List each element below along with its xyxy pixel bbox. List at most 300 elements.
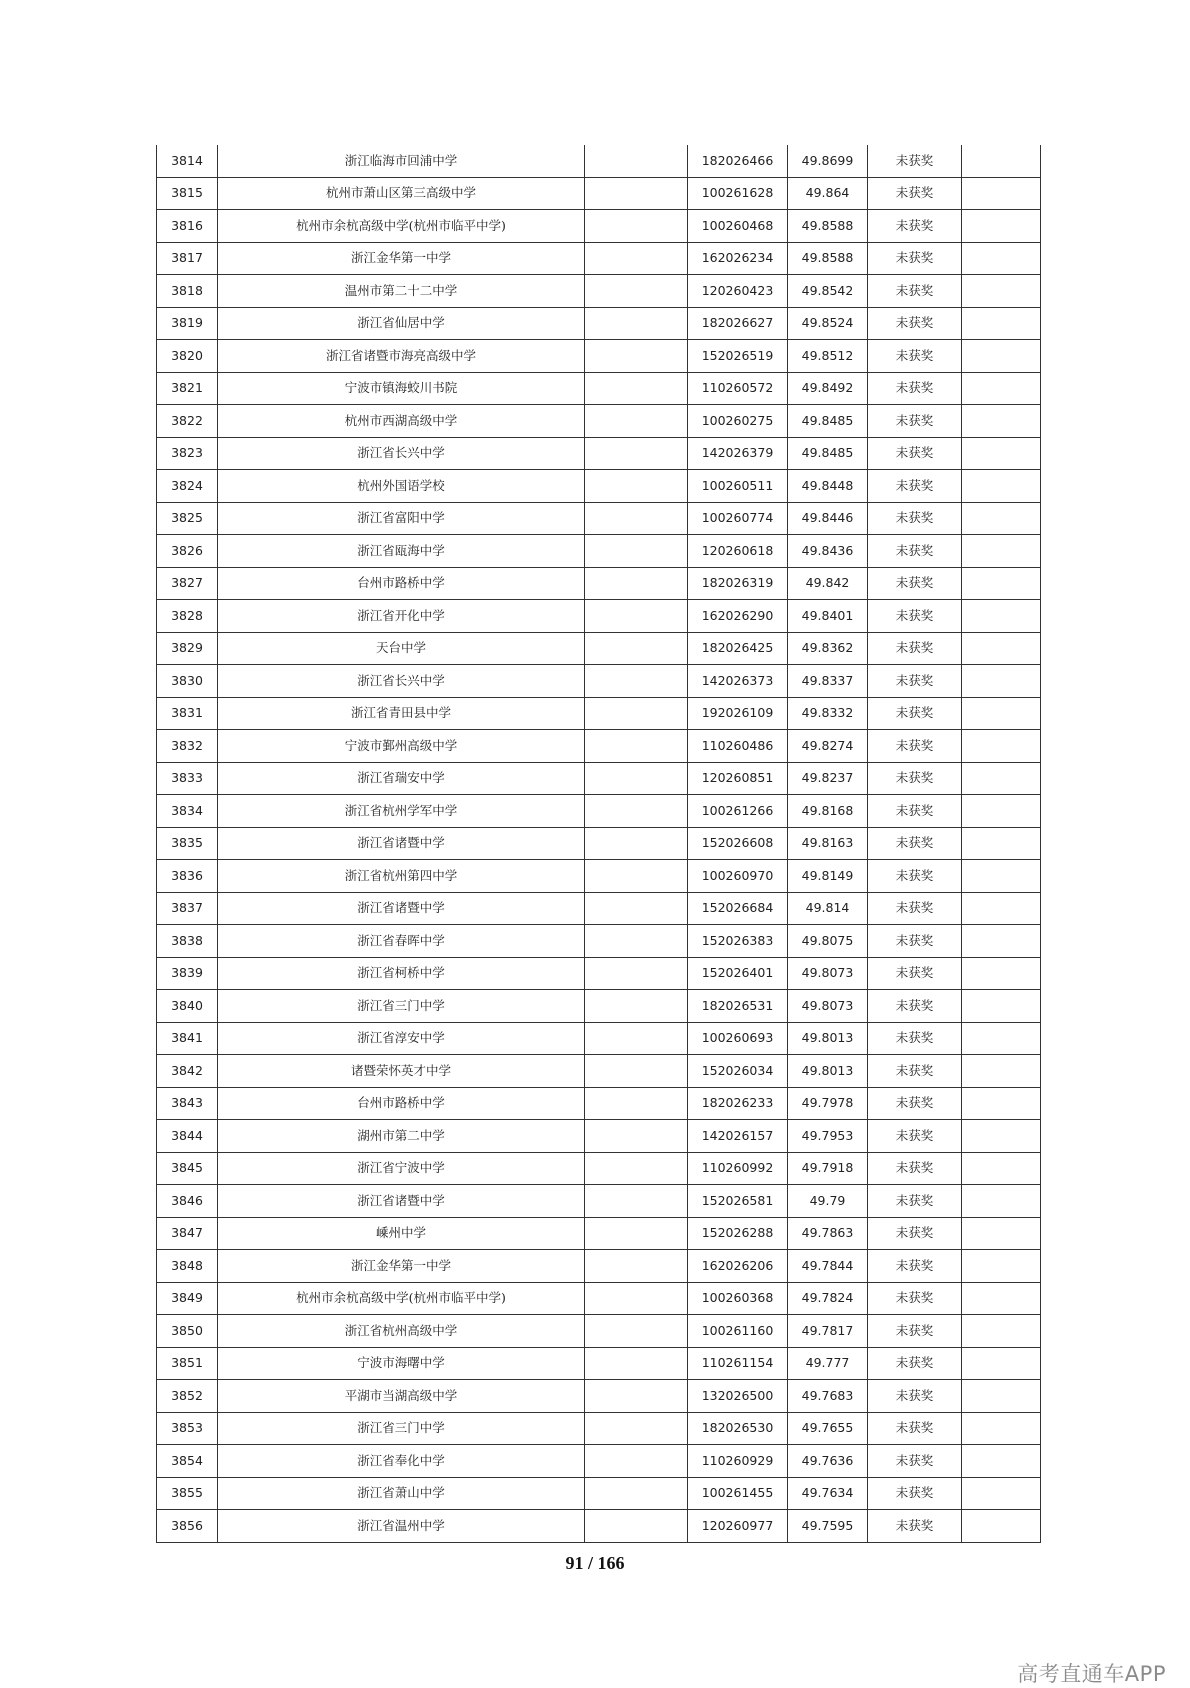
table-row (157, 340, 1041, 373)
award-status-cell: 未获奖 (868, 1217, 962, 1250)
remarks-cell (962, 535, 1041, 568)
rank-cell: 3837 (157, 892, 218, 925)
school-cell: 温州市第二十二中学 (218, 275, 585, 308)
blank-cell (585, 405, 688, 438)
blank-cell (585, 307, 688, 340)
score-cell: 49.8337 (788, 665, 868, 698)
candidate-id-cell: 100260511 (688, 470, 788, 503)
school-cell: 浙江省春晖中学 (218, 925, 585, 958)
table-row (157, 1445, 1041, 1478)
rank-cell: 3814 (157, 145, 218, 177)
rank-cell: 3815 (157, 177, 218, 210)
school-cell: 诸暨荣怀英才中学 (218, 1055, 585, 1088)
table-row (157, 1152, 1041, 1185)
school-cell: 浙江省开化中学 (218, 600, 585, 633)
award-status-cell: 未获奖 (868, 1315, 962, 1348)
school-cell: 浙江省富阳中学 (218, 502, 585, 535)
rank-cell: 3818 (157, 275, 218, 308)
score-cell: 49.8485 (788, 437, 868, 470)
rank-cell: 3829 (157, 632, 218, 665)
score-cell: 49.7863 (788, 1217, 868, 1250)
rank-cell: 3838 (157, 925, 218, 958)
remarks-cell (962, 1185, 1041, 1218)
blank-cell (585, 275, 688, 308)
table-row (157, 1477, 1041, 1510)
score-cell: 49.7595 (788, 1510, 868, 1543)
score-cell: 49.8073 (788, 957, 868, 990)
award-status-cell: 未获奖 (868, 892, 962, 925)
award-status-cell: 未获奖 (868, 1120, 962, 1153)
award-status-cell: 未获奖 (868, 990, 962, 1023)
school-cell: 宁波市鄞州高级中学 (218, 730, 585, 763)
rank-cell: 3845 (157, 1152, 218, 1185)
school-cell: 浙江省诸暨中学 (218, 827, 585, 860)
award-status-cell: 未获奖 (868, 925, 962, 958)
table-row (157, 600, 1041, 633)
table-row (157, 632, 1041, 665)
blank-cell (585, 210, 688, 243)
score-cell: 49.7978 (788, 1087, 868, 1120)
remarks-cell (962, 1477, 1041, 1510)
table-row (157, 925, 1041, 958)
score-cell: 49.8446 (788, 502, 868, 535)
candidate-id-cell: 152026288 (688, 1217, 788, 1250)
candidate-id-cell: 182026627 (688, 307, 788, 340)
candidate-id-cell: 132026500 (688, 1380, 788, 1413)
table-row (157, 697, 1041, 730)
candidate-id-cell: 182026530 (688, 1412, 788, 1445)
table-row (157, 730, 1041, 763)
rank-cell: 3828 (157, 600, 218, 633)
school-cell: 浙江省杭州第四中学 (218, 860, 585, 893)
table-row (157, 827, 1041, 860)
blank-cell (585, 1022, 688, 1055)
candidate-id-cell: 152026608 (688, 827, 788, 860)
score-cell: 49.8448 (788, 470, 868, 503)
award-status-cell: 未获奖 (868, 1250, 962, 1283)
blank-cell (585, 1152, 688, 1185)
candidate-id-cell: 152026581 (688, 1185, 788, 1218)
remarks-cell (962, 1120, 1041, 1153)
score-cell: 49.8436 (788, 535, 868, 568)
award-status-cell: 未获奖 (868, 730, 962, 763)
table-row (157, 795, 1041, 828)
score-cell: 49.7683 (788, 1380, 868, 1413)
school-cell: 杭州市西湖高级中学 (218, 405, 585, 438)
candidate-id-cell: 182026233 (688, 1087, 788, 1120)
score-cell: 49.8699 (788, 145, 868, 177)
rank-cell: 3823 (157, 437, 218, 470)
table-row (157, 372, 1041, 405)
award-status-cell: 未获奖 (868, 177, 962, 210)
remarks-cell (962, 1347, 1041, 1380)
award-status-cell: 未获奖 (868, 535, 962, 568)
candidate-id-cell: 110260992 (688, 1152, 788, 1185)
award-status-cell: 未获奖 (868, 1347, 962, 1380)
remarks-cell (962, 827, 1041, 860)
award-status-cell: 未获奖 (868, 600, 962, 633)
score-cell: 49.7953 (788, 1120, 868, 1153)
school-cell: 台州市路桥中学 (218, 1087, 585, 1120)
blank-cell (585, 372, 688, 405)
candidate-id-cell: 162026290 (688, 600, 788, 633)
remarks-cell (962, 795, 1041, 828)
candidate-id-cell: 142026379 (688, 437, 788, 470)
rank-cell: 3852 (157, 1380, 218, 1413)
rank-cell: 3842 (157, 1055, 218, 1088)
rank-cell: 3822 (157, 405, 218, 438)
school-cell: 浙江省奉化中学 (218, 1445, 585, 1478)
blank-cell (585, 990, 688, 1023)
blank-cell (585, 1250, 688, 1283)
blank-cell (585, 827, 688, 860)
school-cell: 浙江金华第一中学 (218, 1250, 585, 1283)
table-row (157, 1250, 1041, 1283)
rank-cell: 3843 (157, 1087, 218, 1120)
school-cell: 浙江省三门中学 (218, 1412, 585, 1445)
rank-cell: 3834 (157, 795, 218, 828)
remarks-cell (962, 405, 1041, 438)
table-row (157, 437, 1041, 470)
award-status-cell: 未获奖 (868, 632, 962, 665)
table-row (157, 210, 1041, 243)
candidate-id-cell: 120260423 (688, 275, 788, 308)
award-status-cell: 未获奖 (868, 762, 962, 795)
candidate-id-cell: 142026373 (688, 665, 788, 698)
candidate-id-cell: 100261628 (688, 177, 788, 210)
rank-cell: 3835 (157, 827, 218, 860)
blank-cell (585, 762, 688, 795)
score-cell: 49.8073 (788, 990, 868, 1023)
score-cell: 49.7824 (788, 1282, 868, 1315)
score-cell: 49.8274 (788, 730, 868, 763)
blank-cell (585, 925, 688, 958)
award-status-cell: 未获奖 (868, 1022, 962, 1055)
score-cell: 49.8512 (788, 340, 868, 373)
table-row (157, 275, 1041, 308)
blank-cell (585, 1315, 688, 1348)
award-status-cell: 未获奖 (868, 242, 962, 275)
school-cell: 浙江省诸暨中学 (218, 892, 585, 925)
remarks-cell (962, 372, 1041, 405)
school-cell: 浙江省瑞安中学 (218, 762, 585, 795)
score-cell: 49.8588 (788, 210, 868, 243)
score-cell: 49.8542 (788, 275, 868, 308)
candidate-id-cell: 100260970 (688, 860, 788, 893)
award-status-cell: 未获奖 (868, 860, 962, 893)
award-status-cell: 未获奖 (868, 470, 962, 503)
score-cell: 49.8485 (788, 405, 868, 438)
school-cell: 杭州市余杭高级中学(杭州市临平中学) (218, 210, 585, 243)
blank-cell (585, 1477, 688, 1510)
school-cell: 湖州市第二中学 (218, 1120, 585, 1153)
table-row (157, 1087, 1041, 1120)
candidate-id-cell: 162026234 (688, 242, 788, 275)
rank-cell: 3825 (157, 502, 218, 535)
blank-cell (585, 470, 688, 503)
award-status-cell: 未获奖 (868, 1282, 962, 1315)
candidate-id-cell: 120260618 (688, 535, 788, 568)
remarks-cell (962, 1445, 1041, 1478)
award-status-cell: 未获奖 (868, 210, 962, 243)
school-cell: 杭州外国语学校 (218, 470, 585, 503)
award-status-cell: 未获奖 (868, 1445, 962, 1478)
candidate-id-cell: 142026157 (688, 1120, 788, 1153)
award-status-cell: 未获奖 (868, 437, 962, 470)
award-status-cell: 未获奖 (868, 697, 962, 730)
score-cell: 49.7655 (788, 1412, 868, 1445)
table-body (157, 145, 1041, 1542)
school-cell: 天台中学 (218, 632, 585, 665)
candidate-id-cell: 120260851 (688, 762, 788, 795)
blank-cell (585, 730, 688, 763)
candidate-id-cell: 100260468 (688, 210, 788, 243)
candidate-id-cell: 162026206 (688, 1250, 788, 1283)
remarks-cell (962, 210, 1041, 243)
award-status-cell: 未获奖 (868, 567, 962, 600)
rank-cell: 3832 (157, 730, 218, 763)
rank-cell: 3816 (157, 210, 218, 243)
table-row (157, 1185, 1041, 1218)
award-status-cell: 未获奖 (868, 1412, 962, 1445)
candidate-id-cell: 110260929 (688, 1445, 788, 1478)
award-status-cell: 未获奖 (868, 1510, 962, 1543)
table-row (157, 1282, 1041, 1315)
remarks-cell (962, 275, 1041, 308)
table-row (157, 1412, 1041, 1445)
blank-cell (585, 1380, 688, 1413)
rank-cell: 3830 (157, 665, 218, 698)
table-row (157, 502, 1041, 535)
table-row (157, 242, 1041, 275)
table-row (157, 405, 1041, 438)
award-status-cell: 未获奖 (868, 340, 962, 373)
school-cell: 台州市路桥中学 (218, 567, 585, 600)
rank-cell: 3826 (157, 535, 218, 568)
remarks-cell (962, 990, 1041, 1023)
blank-cell (585, 535, 688, 568)
rank-cell: 3856 (157, 1510, 218, 1543)
school-cell: 浙江省三门中学 (218, 990, 585, 1023)
school-cell: 浙江省仙居中学 (218, 307, 585, 340)
blank-cell (585, 1412, 688, 1445)
remarks-cell (962, 697, 1041, 730)
rank-cell: 3848 (157, 1250, 218, 1283)
award-status-cell: 未获奖 (868, 307, 962, 340)
candidate-id-cell: 100260774 (688, 502, 788, 535)
candidate-id-cell: 100260275 (688, 405, 788, 438)
table-row (157, 1380, 1041, 1413)
school-cell: 浙江省诸暨中学 (218, 1185, 585, 1218)
rank-cell: 3846 (157, 1185, 218, 1218)
remarks-cell (962, 860, 1041, 893)
blank-cell (585, 600, 688, 633)
table-row (157, 1315, 1041, 1348)
score-cell: 49.8362 (788, 632, 868, 665)
school-cell: 浙江省温州中学 (218, 1510, 585, 1543)
blank-cell (585, 795, 688, 828)
remarks-cell (962, 177, 1041, 210)
candidate-id-cell: 152026519 (688, 340, 788, 373)
remarks-cell (962, 1315, 1041, 1348)
score-cell: 49.8524 (788, 307, 868, 340)
blank-cell (585, 892, 688, 925)
award-status-cell: 未获奖 (868, 795, 962, 828)
candidate-id-cell: 110261154 (688, 1347, 788, 1380)
rank-cell: 3821 (157, 372, 218, 405)
rank-cell: 3849 (157, 1282, 218, 1315)
table-row (157, 892, 1041, 925)
blank-cell (585, 632, 688, 665)
score-cell: 49.8492 (788, 372, 868, 405)
rank-cell: 3851 (157, 1347, 218, 1380)
score-cell: 49.7817 (788, 1315, 868, 1348)
school-cell: 浙江省杭州学军中学 (218, 795, 585, 828)
score-cell: 49.7844 (788, 1250, 868, 1283)
blank-cell (585, 502, 688, 535)
candidate-id-cell: 152026034 (688, 1055, 788, 1088)
award-status-cell: 未获奖 (868, 405, 962, 438)
award-status-cell: 未获奖 (868, 145, 962, 177)
score-cell: 49.7636 (788, 1445, 868, 1478)
blank-cell (585, 697, 688, 730)
score-cell: 49.8013 (788, 1022, 868, 1055)
school-cell: 平湖市当湖高级中学 (218, 1380, 585, 1413)
remarks-cell (962, 340, 1041, 373)
table-row (157, 567, 1041, 600)
watermark-text: 高考直通车APP (1017, 1662, 1166, 1686)
score-cell: 49.8237 (788, 762, 868, 795)
table-row (157, 990, 1041, 1023)
candidate-id-cell: 100260368 (688, 1282, 788, 1315)
table-row (157, 470, 1041, 503)
table-row (157, 145, 1041, 177)
rank-cell: 3847 (157, 1217, 218, 1250)
rank-cell: 3839 (157, 957, 218, 990)
score-cell: 49.79 (788, 1185, 868, 1218)
rank-cell: 3819 (157, 307, 218, 340)
remarks-cell (962, 437, 1041, 470)
candidate-id-cell: 110260572 (688, 372, 788, 405)
blank-cell (585, 437, 688, 470)
remarks-cell (962, 1282, 1041, 1315)
award-status-cell: 未获奖 (868, 1185, 962, 1218)
rank-cell: 3840 (157, 990, 218, 1023)
candidate-id-cell: 182026531 (688, 990, 788, 1023)
school-cell: 浙江省瓯海中学 (218, 535, 585, 568)
rank-cell: 3827 (157, 567, 218, 600)
candidate-id-cell: 110260486 (688, 730, 788, 763)
rank-cell: 3841 (157, 1022, 218, 1055)
score-cell: 49.8149 (788, 860, 868, 893)
remarks-cell (962, 730, 1041, 763)
table-row (157, 1510, 1041, 1543)
remarks-cell (962, 145, 1041, 177)
school-cell: 浙江省诸暨市海亮高级中学 (218, 340, 585, 373)
remarks-cell (962, 957, 1041, 990)
score-cell: 49.8332 (788, 697, 868, 730)
table-row (157, 1217, 1041, 1250)
candidate-id-cell: 152026383 (688, 925, 788, 958)
blank-cell (585, 1282, 688, 1315)
rank-cell: 3844 (157, 1120, 218, 1153)
rank-cell: 3853 (157, 1412, 218, 1445)
award-status-cell: 未获奖 (868, 1152, 962, 1185)
school-cell: 浙江省青田县中学 (218, 697, 585, 730)
school-cell: 杭州市余杭高级中学(杭州市临平中学) (218, 1282, 585, 1315)
blank-cell (585, 1087, 688, 1120)
candidate-id-cell: 100261266 (688, 795, 788, 828)
rank-cell: 3854 (157, 1445, 218, 1478)
award-status-cell: 未获奖 (868, 957, 962, 990)
school-cell: 浙江省柯桥中学 (218, 957, 585, 990)
school-cell: 浙江省长兴中学 (218, 665, 585, 698)
remarks-cell (962, 600, 1041, 633)
blank-cell (585, 340, 688, 373)
award-status-cell: 未获奖 (868, 1087, 962, 1120)
rank-cell: 3817 (157, 242, 218, 275)
score-cell: 49.777 (788, 1347, 868, 1380)
school-cell: 浙江省萧山中学 (218, 1477, 585, 1510)
blank-cell (585, 665, 688, 698)
blank-cell (585, 860, 688, 893)
remarks-cell (962, 665, 1041, 698)
blank-cell (585, 1347, 688, 1380)
candidate-id-cell: 182026319 (688, 567, 788, 600)
table-row (157, 860, 1041, 893)
blank-cell (585, 1217, 688, 1250)
table-row (157, 307, 1041, 340)
candidate-id-cell: 152026401 (688, 957, 788, 990)
award-status-cell: 未获奖 (868, 372, 962, 405)
school-cell: 浙江金华第一中学 (218, 242, 585, 275)
rank-cell: 3850 (157, 1315, 218, 1348)
award-status-cell: 未获奖 (868, 275, 962, 308)
award-status-cell: 未获奖 (868, 502, 962, 535)
blank-cell (585, 1185, 688, 1218)
award-status-cell: 未获奖 (868, 1477, 962, 1510)
table-row (157, 1055, 1041, 1088)
table-row (157, 665, 1041, 698)
remarks-cell (962, 1055, 1041, 1088)
remarks-cell (962, 1152, 1041, 1185)
score-cell: 49.7634 (788, 1477, 868, 1510)
remarks-cell (962, 1087, 1041, 1120)
table-row (157, 535, 1041, 568)
award-status-cell: 未获奖 (868, 665, 962, 698)
school-cell: 浙江省宁波中学 (218, 1152, 585, 1185)
school-cell: 宁波市海曙中学 (218, 1347, 585, 1380)
candidate-id-cell: 100261455 (688, 1477, 788, 1510)
blank-cell (585, 957, 688, 990)
table-row (157, 1022, 1041, 1055)
results-table (156, 145, 1041, 1543)
remarks-cell (962, 1412, 1041, 1445)
remarks-cell (962, 892, 1041, 925)
remarks-cell (962, 470, 1041, 503)
table-row (157, 177, 1041, 210)
school-cell: 杭州市萧山区第三高级中学 (218, 177, 585, 210)
remarks-cell (962, 762, 1041, 795)
table-row (157, 957, 1041, 990)
remarks-cell (962, 925, 1041, 958)
remarks-cell (962, 307, 1041, 340)
candidate-id-cell: 100261160 (688, 1315, 788, 1348)
rank-cell: 3855 (157, 1477, 218, 1510)
score-cell: 49.8075 (788, 925, 868, 958)
score-cell: 49.8163 (788, 827, 868, 860)
score-cell: 49.814 (788, 892, 868, 925)
